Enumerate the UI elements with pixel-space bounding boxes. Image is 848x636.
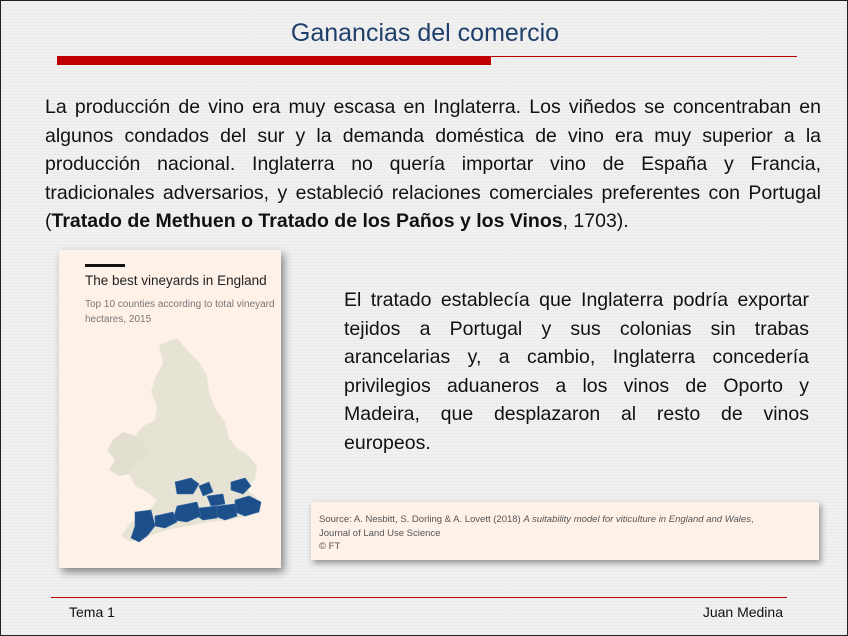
- intro-paragraph: [45, 93, 821, 236]
- intro-text-before: La producción de vino era muy escasa en Inglaterra. Los viñedos se concentraban en algunos condados del sur y la demanda doméstica de vino era muy superior a la producción nacional. Inglaterra no quería importar vino de España y Francia, tradicionales adversarios, y estableció relaciones comerciales preferentes con Portugal (: [45, 96, 821, 232]
- footer-author: Juan Medina: [702, 604, 783, 620]
- source-box: [311, 502, 819, 560]
- vineyards-map-card: [59, 250, 281, 568]
- title-underline-thin: [491, 56, 797, 57]
- footer-topic: Tema 1: [69, 604, 115, 620]
- source-journal: Journal of Land Use Science: [319, 527, 441, 539]
- slide-title: Ganancias del comercio: [290, 19, 560, 47]
- source-prefix: Source: A. Nesbitt, S. Dorling & A. Lovett (2018): [319, 514, 524, 525]
- map-subtitle: Top 10 counties according to total vineyard hectares, 2015: [85, 299, 275, 325]
- treaty-paragraph: El tratado establecía que Inglaterra podría exportar tejidos a Portugal y sus colonias sin trabas arancelarias y, a cambio, Inglaterra concedería privilegios aduaneros a los vinos de Oporto y Madeira, que desplazaron al resto de vinos europeos.: [344, 289, 809, 454]
- england-wales-map: [59, 250, 281, 568]
- map-title: The best vineyards in England: [85, 273, 267, 288]
- footer-divider: [51, 597, 787, 598]
- intro-text-after: , 1703).: [562, 210, 629, 232]
- source-article-title: A suitability model for viticulture in England and Wales: [523, 514, 751, 525]
- title-underline-thick: [57, 56, 491, 65]
- county-kent: [235, 496, 261, 516]
- source-citation: [319, 513, 819, 527]
- intro-treaty-name: Tratado de Methuen o Tratado de los Paños y los Vinos: [51, 210, 563, 232]
- source-copyright: © FT: [319, 541, 341, 552]
- source-suffix: ,: [750, 514, 754, 525]
